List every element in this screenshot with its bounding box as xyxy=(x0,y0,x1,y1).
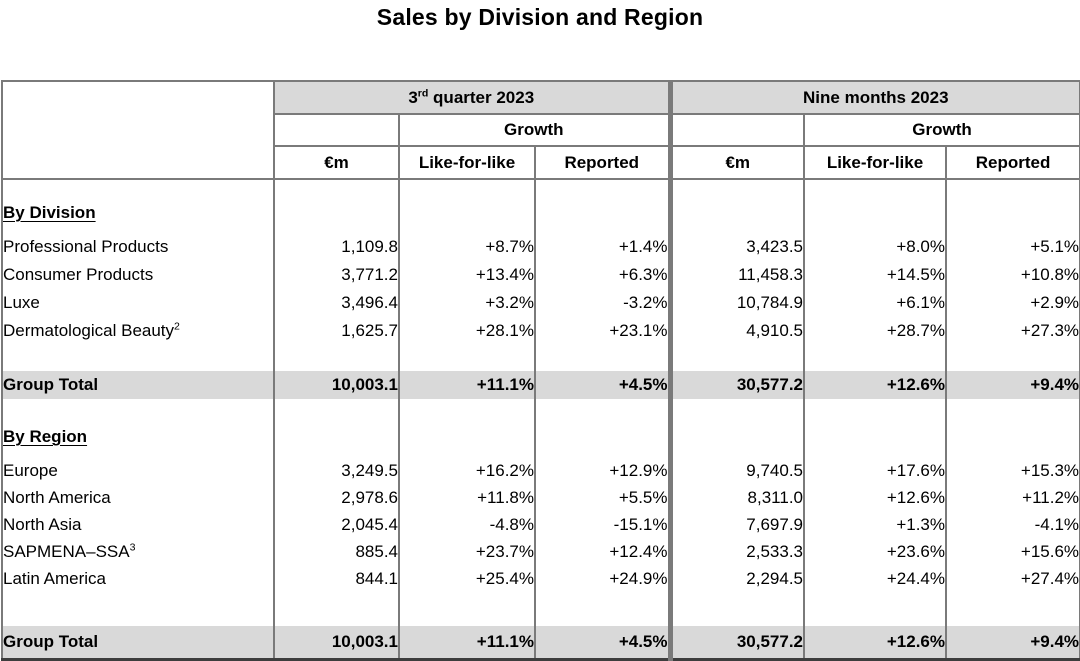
spacer-row xyxy=(2,399,1080,423)
row-europe xyxy=(2,457,1080,484)
section-heading-by-region xyxy=(2,423,1080,451)
cell-q3-eurm: 3,249.5 xyxy=(274,457,399,484)
section-heading-by-division xyxy=(2,199,1080,227)
cell-nm-eurm: 30,577.2 xyxy=(670,371,804,399)
cell-q3-eurm: 10,003.1 xyxy=(274,626,399,659)
cell-nm-lfl: +1.3% xyxy=(804,511,946,538)
header-lfl-nine-months: Like-for-like xyxy=(804,146,946,179)
by-region-heading xyxy=(2,423,274,451)
cell-q3-reported: +5.5% xyxy=(535,484,670,511)
cell-q3-eurm: 1,109.8 xyxy=(274,233,399,261)
row-label: Consumer Products xyxy=(2,261,274,289)
by-division-heading xyxy=(2,199,274,227)
cell-q3-eurm: 2,978.6 xyxy=(274,484,399,511)
cell-nm-eurm: 10,784.9 xyxy=(670,289,804,317)
cell-q3-lfl: +11.8% xyxy=(399,484,535,511)
header-q3-2023 xyxy=(274,81,670,114)
row-group-total-division xyxy=(2,371,1080,399)
cell-nm-eurm: 9,740.5 xyxy=(670,457,804,484)
cell-nm-reported: +2.9% xyxy=(946,289,1080,317)
cell-nm-reported: +15.3% xyxy=(946,457,1080,484)
cell-q3-eurm: 3,771.2 xyxy=(274,261,399,289)
cell-q3-lfl: +11.1% xyxy=(399,371,535,399)
cell-nm-lfl: +6.1% xyxy=(804,289,946,317)
cell-nm-lfl: +28.7% xyxy=(804,317,946,345)
cell-nm-reported: +9.4% xyxy=(946,371,1080,399)
table-body xyxy=(2,179,1080,659)
cell-nm-reported: +9.4% xyxy=(946,626,1080,659)
cell-nm-eurm: 7,697.9 xyxy=(670,511,804,538)
cell-q3-eurm: 2,045.4 xyxy=(274,511,399,538)
table-header xyxy=(2,81,1080,179)
cell-nm-lfl: +24.4% xyxy=(804,565,946,592)
cell-q3-lfl: +11.1% xyxy=(399,626,535,659)
header-reported-nine-months: Reported xyxy=(946,146,1080,179)
row-luxe xyxy=(2,289,1080,317)
cell-q3-eurm: 10,003.1 xyxy=(274,371,399,399)
cell-nm-lfl: +12.6% xyxy=(804,626,946,659)
row-label: Professional Products xyxy=(2,233,274,261)
row-latin-america xyxy=(2,565,1080,592)
header-nine-months-2023: Nine months 2023 xyxy=(670,81,1080,114)
q3-label-prefix: 3 xyxy=(408,87,418,107)
cell-q3-lfl: +16.2% xyxy=(399,457,535,484)
cell-q3-reported: +23.1% xyxy=(535,317,670,345)
cell-nm-eurm: 4,910.5 xyxy=(670,317,804,345)
cell-nm-lfl: +23.6% xyxy=(804,538,946,565)
cell-nm-eurm: 8,311.0 xyxy=(670,484,804,511)
header-reported-q3: Reported xyxy=(535,146,670,179)
cell-nm-reported: +10.8% xyxy=(946,261,1080,289)
cell-q3-eurm: 844.1 xyxy=(274,565,399,592)
spacer-row xyxy=(2,345,1080,371)
spacer-row xyxy=(2,592,1080,626)
row-label: Europe xyxy=(2,457,274,484)
row-dermatological-beauty xyxy=(2,317,1080,345)
row-professional-products xyxy=(2,233,1080,261)
cell-nm-reported: +15.6% xyxy=(946,538,1080,565)
cell-q3-eurm: 885.4 xyxy=(274,538,399,565)
corner-cell xyxy=(2,81,274,179)
cell-nm-reported: +27.3% xyxy=(946,317,1080,345)
cell-nm-eurm: 11,458.3 xyxy=(670,261,804,289)
row-group-total-region xyxy=(2,626,1080,659)
cell-q3-lfl: +3.2% xyxy=(399,289,535,317)
cell-q3-reported: +24.9% xyxy=(535,565,670,592)
blank-cell xyxy=(274,114,399,146)
q3-label-rest: quarter 2023 xyxy=(428,87,535,107)
group-total-label: Group Total xyxy=(2,626,274,659)
row-north-asia xyxy=(2,511,1080,538)
row-sapmena-ssa xyxy=(2,538,1080,565)
cell-q3-lfl: -4.8% xyxy=(399,511,535,538)
cell-nm-eurm: 30,577.2 xyxy=(670,626,804,659)
cell-q3-reported: -3.2% xyxy=(535,289,670,317)
cell-q3-reported: +12.9% xyxy=(535,457,670,484)
cell-nm-lfl: +8.0% xyxy=(804,233,946,261)
by-division-label: By Division xyxy=(3,203,96,222)
cell-q3-lfl: +23.7% xyxy=(399,538,535,565)
spacer-row xyxy=(2,179,1080,199)
row-label: North Asia xyxy=(2,511,274,538)
row-label: Dermatological Beauty$^2$ xyxy=(2,317,274,345)
header-row-periods xyxy=(2,81,1080,114)
cell-q3-reported: +4.5% xyxy=(535,626,670,659)
cell-q3-eurm: 1,625.7 xyxy=(274,317,399,345)
cell-nm-reported: +5.1% xyxy=(946,233,1080,261)
blank-cell xyxy=(670,114,804,146)
cell-q3-reported: +4.5% xyxy=(535,371,670,399)
cell-nm-reported: +27.4% xyxy=(946,565,1080,592)
header-lfl-q3: Like-for-like xyxy=(399,146,535,179)
cell-nm-eurm: 2,294.5 xyxy=(670,565,804,592)
cell-nm-lfl: +12.6% xyxy=(804,484,946,511)
header-eurm-q3: €m xyxy=(274,146,399,179)
by-region-label: By Region xyxy=(3,427,88,446)
cell-q3-reported: +6.3% xyxy=(535,261,670,289)
row-north-america xyxy=(2,484,1080,511)
header-growth-nine-months: Growth xyxy=(804,114,1080,146)
cell-nm-reported: +11.2% xyxy=(946,484,1080,511)
cell-q3-lfl: +8.7% xyxy=(399,233,535,261)
sales-table xyxy=(1,80,1080,661)
cell-q3-lfl: +28.1% xyxy=(399,317,535,345)
cell-nm-lfl: +17.6% xyxy=(804,457,946,484)
cell-nm-lfl: +14.5% xyxy=(804,261,946,289)
row-label: SAPMENA–SSA$^3$ xyxy=(2,538,274,565)
cell-q3-eurm: 3,496.4 xyxy=(274,289,399,317)
cell-nm-lfl: +12.6% xyxy=(804,371,946,399)
row-label: Luxe xyxy=(2,289,274,317)
q3-label-sup: rd xyxy=(417,86,429,99)
page-title: Sales by Division and Region xyxy=(376,4,704,30)
cell-nm-eurm: 2,533.3 xyxy=(670,538,804,565)
cell-q3-reported: +1.4% xyxy=(535,233,670,261)
row-label: Latin America xyxy=(2,565,274,592)
cell-q3-lfl: +13.4% xyxy=(399,261,535,289)
group-total-label: Group Total xyxy=(2,371,274,399)
row-label: North America xyxy=(2,484,274,511)
row-consumer-products xyxy=(2,261,1080,289)
cell-nm-eurm: 3,423.5 xyxy=(670,233,804,261)
header-eurm-nine-months: €m xyxy=(670,146,804,179)
cell-q3-lfl: +25.4% xyxy=(399,565,535,592)
cell-q3-reported: +12.4% xyxy=(535,538,670,565)
cell-nm-reported: -4.1% xyxy=(946,511,1080,538)
header-growth-q3: Growth xyxy=(399,114,670,146)
cell-q3-reported: -15.1% xyxy=(535,511,670,538)
